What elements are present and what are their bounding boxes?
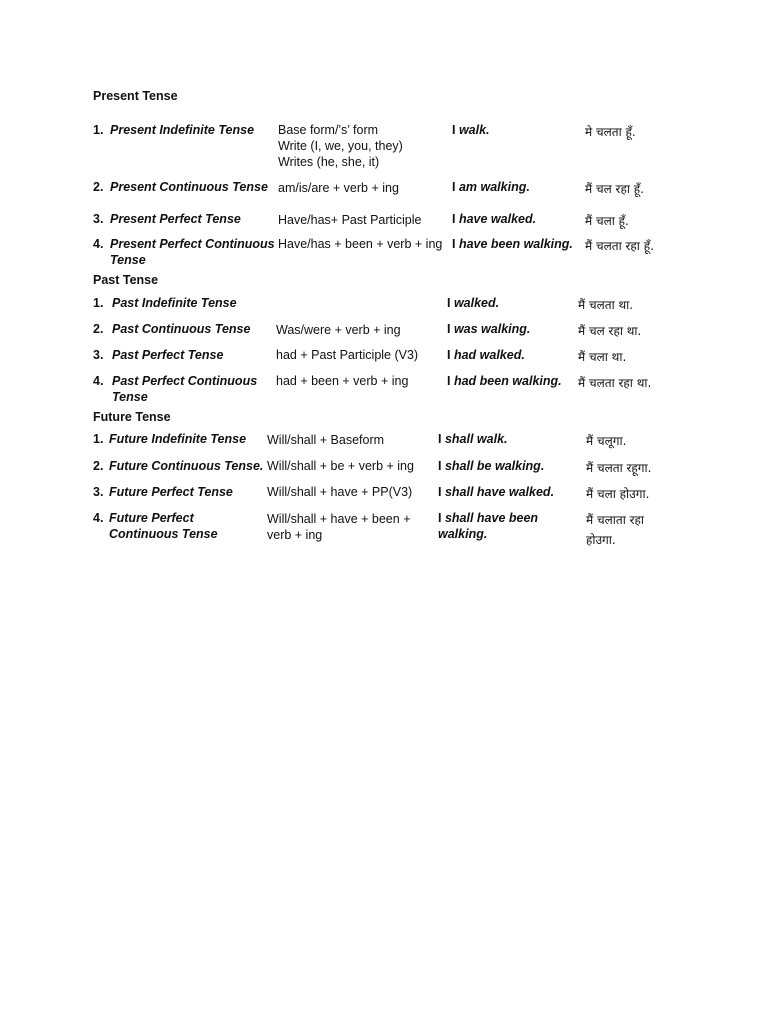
tense-example: I have walked.: [452, 212, 537, 226]
tense-formula: Will/shall + Baseform: [267, 433, 385, 447]
hindi-translation: मैं चलता था.: [578, 298, 634, 312]
tense-example: I am walking.: [452, 180, 530, 194]
tense-name: Present Perfect Tense: [110, 212, 241, 226]
tense-formula: Will/shall + have + PP(V3): [267, 485, 413, 499]
tense-formula: had + Past Participle (V3): [276, 348, 419, 362]
tense-formula: Was/were + verb + ing: [276, 323, 401, 337]
tense-name: Past Continuous Tense: [112, 322, 251, 336]
row-number: 4.: [93, 374, 104, 388]
row-number: 4.: [93, 511, 104, 525]
tense-example: I shall have been walking.: [438, 511, 539, 541]
tense-example: I shall have walked.: [438, 485, 555, 499]
hindi-translation: मे चलता हूँ.: [585, 125, 636, 139]
tense-formula: am/is/are + verb + ing: [278, 181, 399, 195]
tense-example: I was walking.: [447, 322, 531, 336]
tense-formula: Base form/’s’ form Write (I, we, you, they) Writes (he, she, it): [278, 123, 403, 169]
tense-example: I had been walking.: [447, 374, 562, 388]
hindi-translation: मैं चल रहा था.: [578, 324, 642, 338]
tense-name: Past Indefinite Tense: [112, 296, 237, 310]
row-number: 3.: [93, 485, 104, 499]
hindi-translation: मैं चलाता रहा होउगा.: [586, 513, 645, 547]
row-number: 1.: [93, 296, 104, 310]
tense-name: Present Indefinite Tense: [110, 123, 255, 137]
hindi-translation: मैं चला हूँ.: [585, 214, 629, 228]
tense-example: I walk.: [452, 123, 490, 137]
row-number: 2.: [93, 322, 104, 336]
tense-name: Future Continuous Tense.: [109, 459, 264, 473]
section-title-present: Present Tense: [93, 89, 178, 103]
tense-name: Past Perfect Tense: [112, 348, 224, 362]
section-title-past: Past Tense: [93, 273, 159, 287]
tense-name: Future Indefinite Tense: [109, 432, 247, 446]
hindi-translation: मैं चलूगा.: [586, 434, 627, 448]
tense-name: Present Continuous Tense: [110, 180, 268, 194]
tense-example: I shall be walking.: [438, 459, 545, 473]
tense-name: Future Perfect Continuous Tense: [109, 511, 218, 541]
tense-name: Past Perfect Continuous Tense: [112, 374, 258, 404]
tense-example: I had walked.: [447, 348, 525, 362]
hindi-translation: मैं चलता रहूगा.: [586, 461, 652, 475]
hindi-translation: मैं चला होउगा.: [586, 487, 650, 501]
row-number: 3.: [93, 212, 104, 226]
row-number: 1.: [93, 432, 104, 446]
tense-name: Present Perfect Continuous Tense: [110, 237, 275, 267]
hindi-translation: मैं चलता रहा हूँ.: [585, 239, 654, 253]
row-number: 3.: [93, 348, 104, 362]
tense-name: Future Perfect Tense: [109, 485, 233, 499]
tense-formula: Will/shall + have + been + verb + ing: [267, 512, 411, 542]
tense-example: I walked.: [447, 296, 500, 310]
tense-example: I have been walking.: [452, 237, 573, 251]
tense-formula: had + been + verb + ing: [276, 374, 409, 388]
section-title-future: Future Tense: [93, 410, 171, 424]
row-number: 2.: [93, 180, 104, 194]
tense-formula: Have/has + been + verb + ing: [278, 237, 443, 251]
hindi-translation: मैं चलता रहा था.: [578, 376, 652, 390]
row-number: 1.: [93, 123, 104, 137]
tense-formula: Have/has+ Past Participle: [278, 213, 422, 227]
hindi-translation: मैं चल रहा हूँ.: [585, 182, 644, 196]
row-number: 4.: [93, 237, 104, 251]
tense-formula: Will/shall + be + verb + ing: [267, 459, 414, 473]
row-number: 2.: [93, 459, 104, 473]
hindi-translation: मैं चला था.: [578, 350, 627, 364]
tense-example: I shall walk.: [438, 432, 508, 446]
